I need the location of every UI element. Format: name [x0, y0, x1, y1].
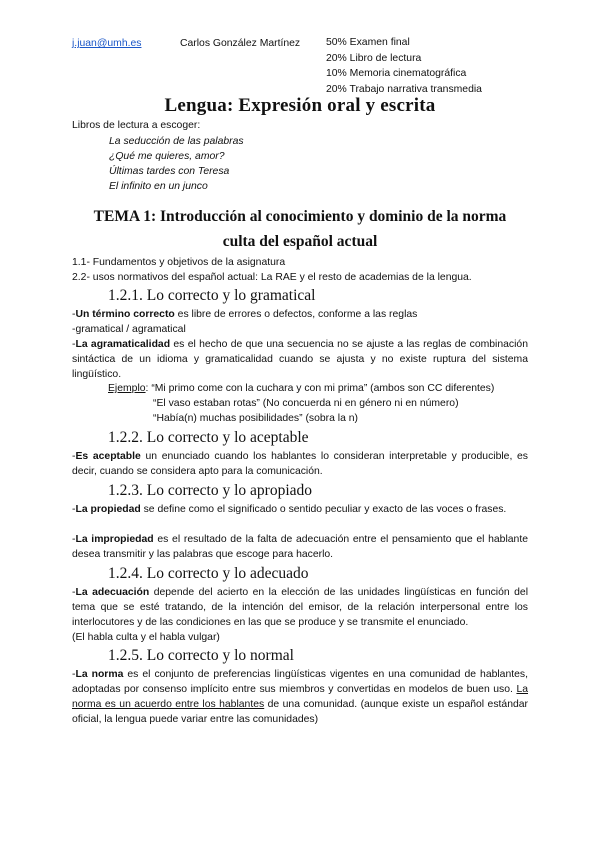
paragraph-text: se define como el significado o sentido peculiar y exacto de las voces o frases.: [140, 504, 507, 515]
author-name: Carlos González Martínez: [180, 38, 301, 49]
book-title: ¿Qué me quieres, amor?: [109, 151, 225, 162]
paragraph-text: es el hecho de que una secuencia no se ajuste a las reglas de combinación sintáctica de un idioma y gramaticalidad cuando se ajusta y no existe ruptura del sistema lingüístico.: [72, 339, 528, 380]
s3-paragraph-impropiedad: -La impropiedad es el resultado de la falta de adecuación entre el pensamiento que el hablante desea transmitir y las palabras que escoge para hacerlo.: [72, 534, 528, 560]
paragraph-text: es el resultado de la falta de adecuación entre el pensamiento que el hablante desea transmitir y las palabras que escoge para hacerlo.: [72, 534, 528, 560]
outline-item: 2.2- usos normativos del español actual: La RAE y el resto de academias de la lengua.: [72, 272, 472, 283]
example-line-1: [108, 382, 494, 395]
section-heading-1-2-1: 1.2.1. Lo correcto y lo gramatical: [108, 287, 316, 304]
term-bold: La agramaticalidad: [75, 339, 171, 350]
term-bold: La norma: [75, 669, 124, 680]
term-bold: La propiedad: [75, 504, 141, 515]
example-line-2: “El vaso estaban rotas” (No concuerda ni en género ni en número): [153, 398, 459, 409]
tema-title-line2: culta del español actual: [222, 233, 378, 250]
term-bold: La impropiedad: [75, 534, 154, 545]
s1-paragraph-agramaticalidad: -La agramaticalidad es el hecho de que una secuencia no se ajuste a las reglas de combinación sintáctica de un idioma y gramaticalidad cuando se ajusta y no existe ruptura del sistema lingüístico.: [72, 339, 528, 380]
paragraph-text: es libre de errores o defectos, conforme a las reglas: [174, 309, 418, 320]
s3-paragraph-propiedad: -La propiedad se define como el significado o sentido peculiar y exacto de las voces o frases.: [72, 504, 507, 515]
section-heading-1-2-4: 1.2.4. Lo correcto y lo adecuado: [108, 565, 309, 582]
paragraph-text: un enunciado cuando los hablantes lo consideran interpretable y producible, es decir, cuando se considera apto para la comunicación.: [72, 451, 529, 477]
email-link[interactable]: j.juan@umh.es: [72, 38, 142, 49]
reading-list: [109, 134, 244, 194]
page-title: Lengua: Expresión oral y escrita: [164, 95, 436, 116]
term-bold: Es aceptable: [75, 451, 141, 462]
section-heading-1-2-5: 1.2.5. Lo correcto y lo normal: [108, 647, 294, 664]
term-bold: La adecuación: [75, 587, 150, 598]
grading-item: 50% Examen final: [326, 37, 410, 48]
term-bold: Un término correcto: [75, 309, 175, 320]
section-heading-1-2-3: 1.2.3. Lo correcto y lo apropiado: [108, 482, 313, 499]
example-line-3: “Había(n) muchas posibilidades” (sobra la n): [153, 413, 359, 424]
book-title: La seducción de las palabras: [109, 136, 244, 147]
grading-list: [326, 35, 482, 97]
book-title: El infinito en un junco: [109, 181, 208, 192]
paragraph-text: depende del acierto en la elección de las unidades lingüísticas en función del tema que se esté tratando, de la intención del emisor, de la relación interpersonal entre los interlocutores y de las condiciones en las que se produce y se transmite el enunciado.: [72, 587, 528, 628]
example-label: Ejemplo: [108, 383, 146, 394]
tema-title-line1: TEMA 1: Introducción al conocimiento y dominio de la norma: [93, 208, 507, 225]
reading-intro: Libros de lectura a escoger:: [72, 120, 201, 131]
s4-paragraph: -La adecuación depende del acierto en la elección de las unidades lingüísticas en función del tema que se esté tratando, de la intención del emisor, de la relación interpersonal entre los interlocutores y de las condiciones en las que se produce y se transmite el enunciado.: [72, 587, 528, 628]
s4-paragraph-habla: (El habla culta y el habla vulgar): [72, 632, 220, 643]
grading-item: 20% Trabajo narrativa transmedia: [326, 83, 482, 95]
s2-paragraph: -Es aceptable un enunciado cuando los hablantes lo consideran interpretable y producible, es decir, cuando se considera apto para la comunicación.: [72, 451, 529, 477]
s1-paragraph-gramatical: -gramatical / agramatical: [72, 324, 186, 335]
book-title: Últimas tardes con Teresa: [109, 166, 230, 177]
underlined-text: La norma es un acuerdo entre los hablantes: [72, 684, 528, 710]
outline-item: 1.1- Fundamentos y objetivos de la asignatura: [72, 257, 286, 268]
grading-item: 20% Libro de lectura: [326, 52, 422, 64]
example-text: : “Mi primo come con la cuchara y con mi prima” (ambos son CC diferentes): [145, 383, 495, 394]
paragraph-text: de una comunidad. (aunque existe un español estándar oficial, la lengua puede variar entre las comunidades): [72, 699, 528, 725]
s5-paragraph: -La norma es el conjunto de preferencias lingüísticas vigentes en una comunidad de hablantes, adoptadas por consenso implícito entre sus miembros y convertidas en modelos de buen uso. La norma es un acuerdo entre los hablantes de una comunidad. (aunque existe un español estándar oficial, la lengua puede variar entre las comunidades): [72, 669, 528, 725]
paragraph-text: es el conjunto de preferencias lingüísticas vigentes en una comunidad de hablantes, adoptadas por consenso implícito entre sus miembros y convertidas en modelos de buen uso.: [72, 669, 528, 695]
s1-paragraph-correcto: -Un término correcto es libre de errores o defectos, conforme a las reglas: [72, 309, 418, 320]
grading-item: 10% Memoria cinematográfica: [326, 68, 467, 79]
section-heading-1-2-2: 1.2.2. Lo correcto y lo aceptable: [108, 429, 309, 446]
